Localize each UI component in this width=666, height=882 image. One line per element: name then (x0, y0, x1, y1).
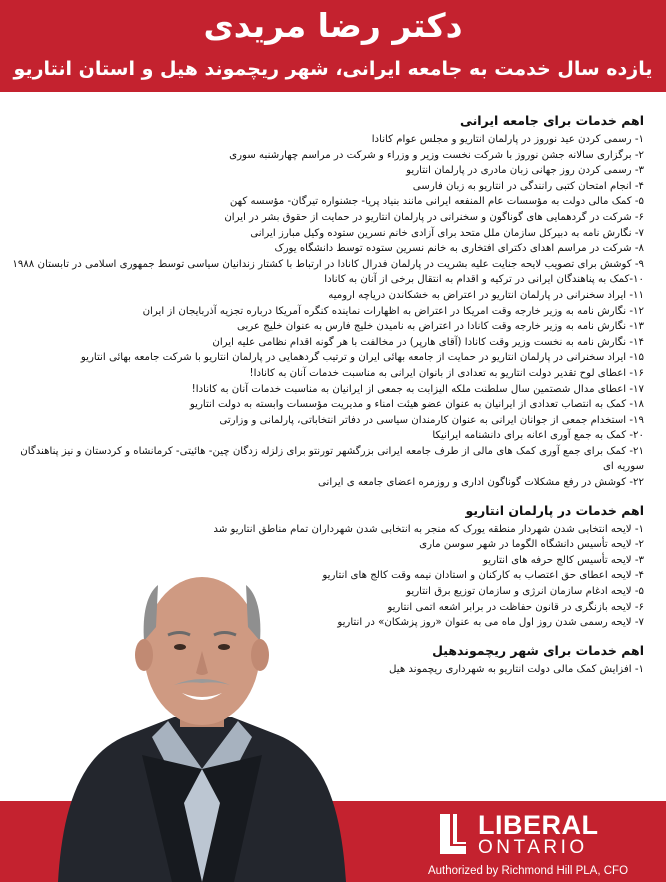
list-item: ۸- شرکت در مراسم اهدای دکترای افتخاری به خانم نسرین ستوده توسط دانشگاه یورک (274, 243, 644, 255)
list-item: ۱۰-کمک به پناهندگان ایرانی در ترکیه و اقدام به انتقال برخی از آنان به کانادا (324, 274, 644, 286)
list-item: ۱۲- نگارش نامه به وزیر خارجه وقت امریکا در اعتراض به اظهارات نماینده کنگره آمریکا درباره تجزیه آذربایجان از ایران (142, 305, 644, 317)
list-item: ۴- لایحه اعطای حق اعتصاب به کارکنان و استادان نیمه وقت کالج های انتاریو (322, 570, 644, 582)
list-item: ۶- لایحه بازنگری در قانون حفاظت در برابر اشعه اتمی انتاریو (387, 601, 644, 613)
list-item: ۲۱- کمک برای جمع آوری کمک های مالی از طرف جامعه ایرانی بزرگشهر تورنتو برای زلزله زدگان چین- هائیتی- کرمانشاه و کردستان و نیز پناهندگان سوریه ای (20, 445, 644, 473)
list-item: ۱۷- اعطای مدال شصتمین سال سلطنت ملکه الیزابت به جمعی از ایرانیان به مناسبت خدمات آنان به کانادا! (191, 383, 644, 395)
list-item: ۱۵- ایراد سخنرانی در پارلمان انتاریو در حمایت از جامعه بهائی ایران و ترتیب گردهمایی در پارلمان انتاریو با شرکت جامعه بهائی انتاریو (80, 352, 644, 364)
list-item: ۷- لایحه رسمی شدن روز اول ماه می به عنوان «روز پزشکان» در انتاریو (337, 617, 644, 629)
list-item: ۷- نگارش نامه به دبیرکل سازمان ملل متحد برای آزادی خانم نسرین ستوده وکیل مبارز ایرانی (250, 227, 644, 239)
section-iranian-community (8, 112, 644, 491)
section-heading: اهم خدمات در پارلمان انتاریو (465, 502, 644, 518)
list-item: ۱۹- استخدام جمعی از جوانان ایرانی به عنوان کارمندان سیاسی در دفاتر انتخاباتی، پارلمانی و وزارتی (219, 414, 644, 426)
list-item: ۱- افزایش کمک مالی دولت انتاریو به شهرداری ریچموند هیل (389, 663, 644, 675)
list-item: ۲- برگزاری سالانه جشن نوروز با شرکت نخست وزیر و وزراء و شرکت در مراسم چهارشنبه سوری (229, 149, 644, 161)
page-title: دکتر رضا مریدی (203, 6, 463, 45)
list-item: ۵- کمک مالی دولت به مؤسسات عام المنفعه ایرانی مانند بنیاد پریا- جشنواره تیرگان- مؤسسه کهن (229, 196, 644, 208)
header-banner (0, 0, 666, 92)
authorization-note: Authorized by Richmond Hill PLA, CFO (427, 865, 629, 877)
list-item: ۳- رسمی کردن روز جهانی زبان مادری در پارلمان انتاریو (406, 165, 644, 177)
list-item: ۵- لایحه ادغام سازمان انرژی و سازمان توزیع برق انتاریو (406, 586, 644, 598)
portrait-photo (56, 555, 348, 882)
page-subtitle: یازده سال خدمت به جامعه ایرانی، شهر ریچموند هیل و استان انتاریو (13, 58, 653, 80)
list-item: ۳- لایحه تأسیس کالج حرفه های انتاریو (482, 554, 644, 566)
list-item: ۶- شرکت در گردهمایی های گوناگون و سخنرانی در پارلمان انتاریو در حمایت از حقوق بشر در ایران (224, 211, 644, 223)
section-heading: اهم خدمات برای جامعه ایرانی (459, 113, 644, 128)
list-item: ۱۶- اعطای لوح تقدیر دولت انتاریو به تعدادی از بانوان ایرانی به مناسبت خدمات آنان به کانادا! (249, 367, 644, 379)
liberal-l-icon (438, 812, 468, 856)
list-item: ۱۳- نگارش نامه به وزیر خارجه وقت کانادا در اعتراض به نامیدن خلیج فارس به عنوان خلیج عربی (236, 321, 644, 333)
list-item: ۱۴- نگارش نامه به نخست وزیر وقت کانادا (آقای هارپر) در مخالفت با هر گونه اقدام نظامی علیه ایران (212, 336, 644, 348)
logo-word-liberal: LIBERAL (478, 810, 599, 840)
list-item: ۱- لایحه انتخابی شدن شهردار منطقه یورک که منجر به انتخابی شدن شهرداران تمام مناطق انتاریو شد (213, 523, 644, 535)
liberal-ontario-logo (438, 810, 613, 860)
list-item: ۱- رسمی کردن عید نوروز در پارلمان انتاریو و مجلس عوام کانادا (371, 134, 644, 145)
list-item: ۲- لایحه تأسیس دانشگاه الگوما در شهر سوسن ماری (419, 539, 644, 551)
logo-word-ontario: ONTARIO (478, 837, 588, 858)
list-item: ۲۰- کمک به جمع آوری اعانه برای دانشنامه ایرانیکا (432, 430, 644, 442)
list-item: ۴- انجام امتحان کتبی رانندگی در انتاریو به زبان فارسی (412, 180, 644, 192)
list-item: ۹- کوشش برای تصویب لایحه جنایت علیه بشریت در پارلمان فدرال کانادا در ارتباط با کشتار زندانیان سیاسی توسط جمهوری اسلامی در تابستان ۱۹۸۸ (12, 258, 644, 270)
list-item: ۲۲- کوشش در رفع مشکلات گوناگون اداری و روزمره اعضای جامعه ی ایرانی (318, 477, 644, 489)
list-item: ۱۸- کمک به انتصاب تعدادی از ایرانیان به عنوان عضو هیئت امناء و مدیریت مؤسسات وابسته به دولت انتاریو (189, 399, 644, 411)
list-item: ۱۱- ایراد سخنرانی در پارلمان انتاریو در اعتراض به خشکاندن دریاچه ارومیه (328, 289, 644, 301)
section-heading: اهم خدمات برای شهر ریچموندهیل (432, 642, 644, 658)
